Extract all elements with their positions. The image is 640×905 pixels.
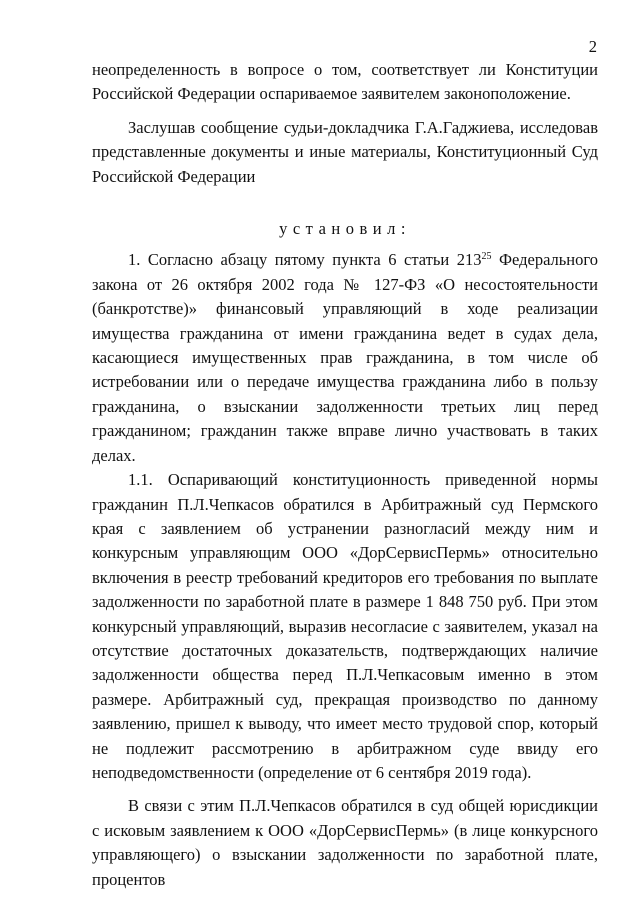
paragraph-continuation: неопределенность в вопросе о том, соответствует ли Конституции Российской Федерации оспариваемое заявителем законоположение.: [92, 60, 598, 104]
page-number: 2: [588, 37, 597, 56]
paragraph-1-1: 1.1. Оспаривающий конституционность приведенной нормы гражданин П.Л.Чепкасов обратился в Арбитражный суд Пермского края с заявлением об устранении разногласий между ним и конкурсным управляющим ООО «ДорСервисПермь» относительно включения в реестр требований кредиторов его требования по выплате задолженности по заработной плате в размере 1 848 750 руб. При этом конкурсный управляющий, выразив несогласие с заявителем, указал на отсутствие достаточных доказательств, подтверждающих наличие задолженности общества перед П.Л.Чепкасовым именно в этом размере. Арбитражный суд, прекращая производство по данному заявлению, пришел к выводу, что имеет место трудовой спор, который не подлежит рассмотрению в арбитражном суде ввиду его неподведомственности (определение от 6 сентября 2019 года).: [92, 470, 598, 782]
paragraph-lawsuit: В связи с этим П.Л.Чепкасов обратился в суд общей юрисдикции с исковым заявлением к ООО «ДорСервисПермь» (в лице конкурсного управляющего) о взыскании задолженности по заработной плате, процентов: [92, 796, 598, 889]
paragraph-1-text-start: 1. Согласно абзацу пятому пункта 6 статьи 213: [128, 250, 482, 270]
paragraph-1-text-end: Федерального закона от 26 октября 2002 года № 127-ФЗ «О несостоятельности (банкротстве)» финансовый управляющий в ходе реализации имущества гражданина от имени гражданина ведет в судах дела, касающиеся имущественных прав гражданина, в том числе об истребовании или о передаче имущества гражданина либо в пользу гражданина, о взыскании задолженности третьих лиц перед гражданином; гражданин также вправе лично участвовать в таких делах.: [92, 250, 598, 465]
article-superscript: 25: [481, 251, 492, 263]
paragraph-hearing: Заслушав сообщение судьи-докладчика Г.А.Гаджиева, исследовав представленные документы и иные материалы, Конституционный Суд Российской Федерации: [92, 117, 598, 186]
section-heading-ustanovil: установил:: [279, 219, 411, 239]
paragraph-1: [92, 248, 598, 468]
document-body: [92, 58, 598, 892]
